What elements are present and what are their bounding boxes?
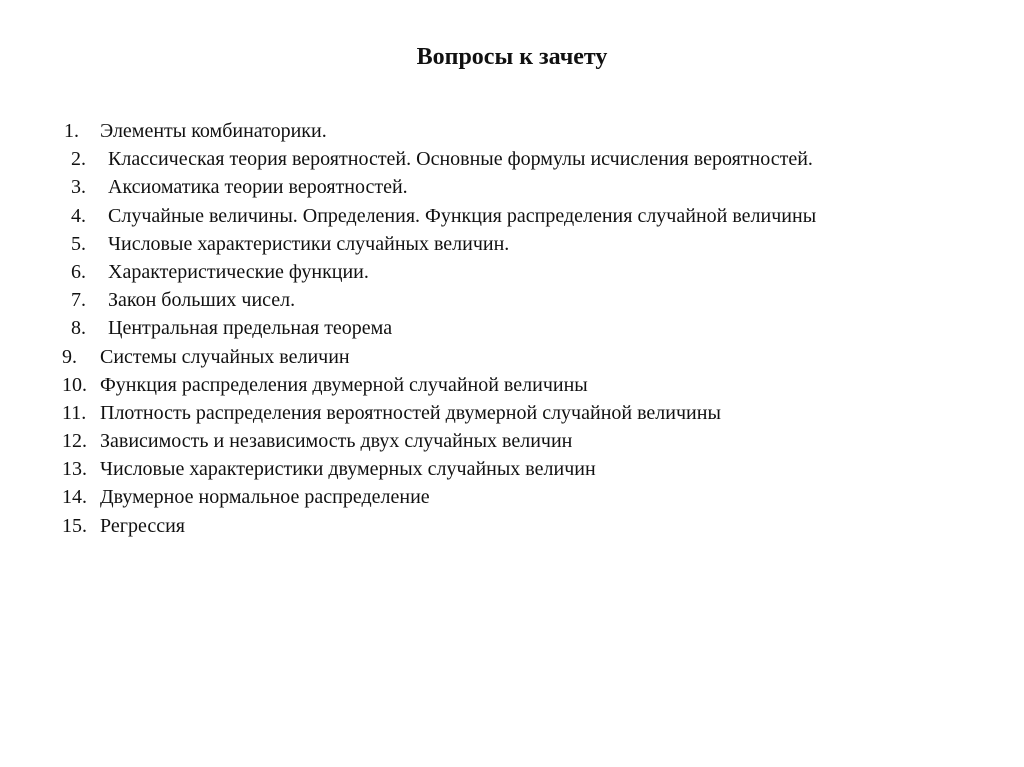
question-number: 8.: [71, 317, 86, 340]
question-number: 3.: [71, 176, 86, 199]
question-text: Элементы комбинаторики.: [100, 120, 327, 142]
question-text: Случайные величины. Определения. Функция распределения случайной величины: [108, 204, 817, 227]
question-number: 13.: [62, 458, 87, 481]
question-text: Классическая теория вероятностей. Основные формулы исчисления вероятностей.: [108, 148, 813, 171]
page-title: Вопросы к зачету: [416, 44, 608, 70]
question-text: Зависимость и независимость двух случайных величин: [100, 430, 573, 453]
question-number: 15.: [62, 514, 87, 537]
question-number: 6.: [71, 260, 86, 283]
question-number: 14.: [62, 486, 87, 509]
question-number: 11.: [62, 401, 87, 424]
question-number: 12.: [62, 430, 87, 453]
question-text: Числовые характеристики случайных величин.: [108, 232, 510, 255]
question-number: 1.: [64, 120, 79, 142]
question-number: 7.: [71, 289, 86, 312]
question-number: 5.: [71, 232, 86, 255]
question-text: Регрессия: [100, 514, 185, 537]
question-text: Закон больших чисел.: [108, 289, 296, 312]
question-text: Функция распределения двумерной случайной величины: [100, 373, 588, 396]
question-number: 2.: [71, 148, 86, 171]
question-number: 4.: [71, 204, 86, 227]
question-text: Плотность распределения вероятностей двумерной случайной величины: [100, 401, 721, 424]
question-text: Системы случайных величин: [100, 345, 350, 368]
question-number: 9.: [62, 345, 77, 368]
question-text: Числовые характеристики двумерных случайных величин: [100, 458, 596, 481]
question-text: Аксиоматика теории вероятностей.: [108, 176, 408, 199]
question-text: Двумерное нормальное распределение: [100, 486, 430, 509]
question-text: Центральная предельная теорема: [108, 317, 393, 340]
question-number: 10.: [62, 373, 87, 396]
question-text: Характеристические функции.: [108, 260, 369, 283]
